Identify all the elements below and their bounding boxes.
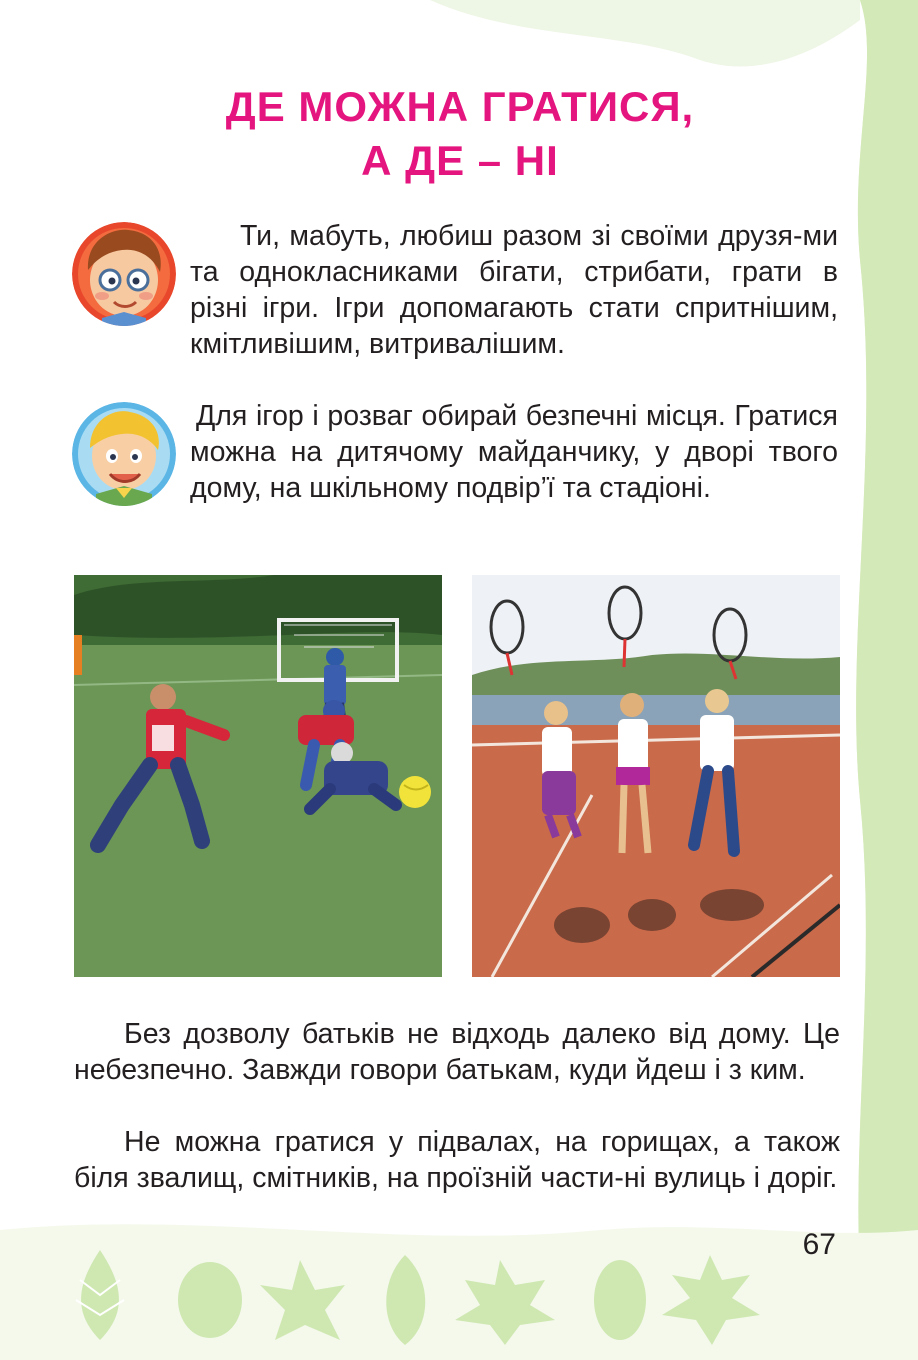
children-playing-football-photo [74,575,442,977]
page-title [80,80,840,188]
title-line-2: А ДЕ – НІ [361,137,559,184]
title-line-1: ДЕ МОЖНА ГРАТИСЯ, [225,83,695,130]
paragraph-intro: Ти, мабуть, любиш разом зі своїми друзя-ми та однокласниками бігати, стрибати, грати в різні ігри. Ігри допомагають стати спритнішим, кмітливішим, витривалішим. [190,220,838,360]
children-jumping-with-tennis-rackets-photo [472,575,840,977]
boy-with-scarf-icon [72,402,176,506]
paragraph-unsafe-places: Не можна гратися у підвалах, на горищах, а також біля звалищ, смітників, на проїзній части-ні вулиць і доріг. [74,1126,840,1194]
paragraph-parents-permission: Без дозволу батьків не відходь далеко від дому. Це небезпечно. Завжди говори батькам, куди йдеш і з ким. [74,1018,840,1086]
decorative-leaves [60,1240,780,1350]
paragraph-safe-places: Для ігор і розваг обирай безпечні місця. Гратися можна на дитячому майданчику, у дворі твого дому, на шкільному подвір’ї та стадіоні. [190,400,838,504]
page-number: 67 [802,1228,836,1261]
boy-with-glasses-icon [72,222,176,326]
